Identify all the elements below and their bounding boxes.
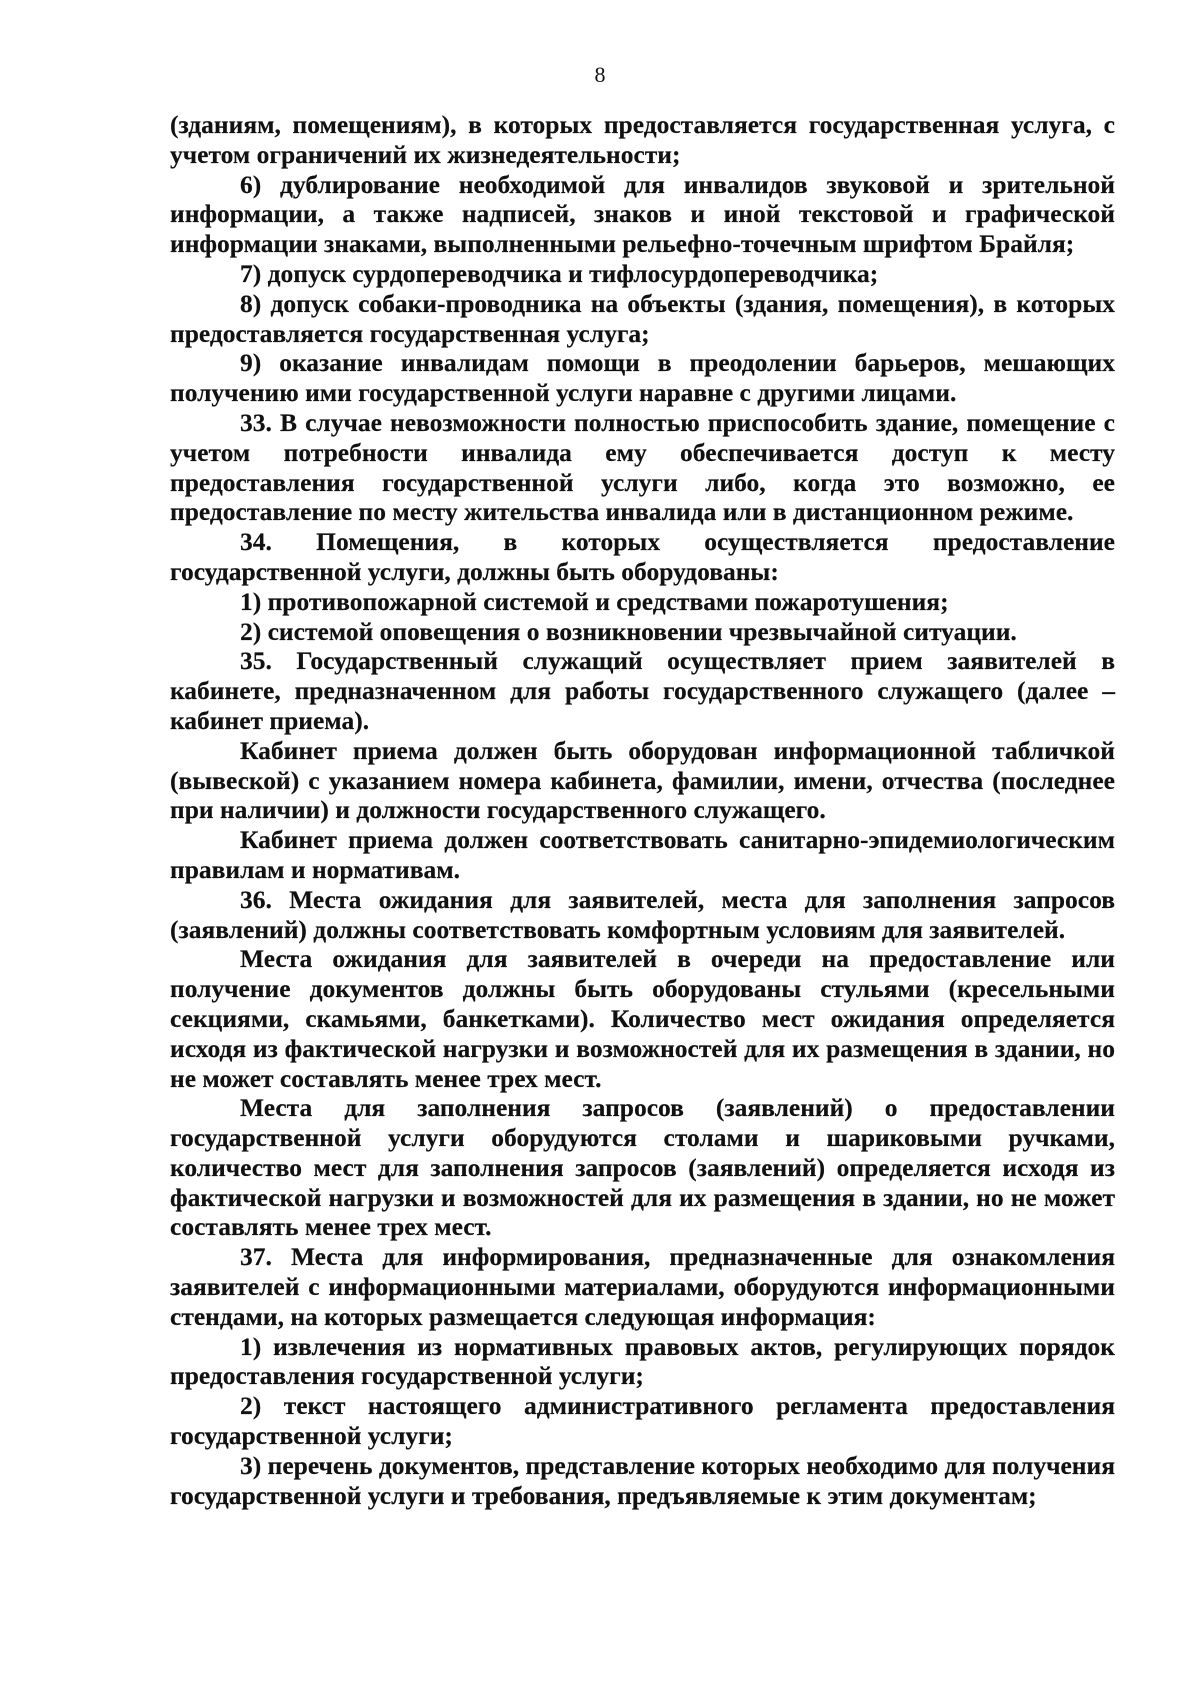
page-number: 8: [594, 62, 606, 87]
paragraph: 1) противопожарной системой и средствами пожаротушения;: [240, 586, 949, 616]
paragraph: 36. Места ожидания для заявителей, места для заполнения запросов (заявлений) должны соответствовать комфортным условиям для заявителей.: [170, 884, 1115, 944]
paragraph: Места для заполнения запросов (заявлений) о предоставлении государственной услуги оборудуются столами и шариковыми ручками, количество мест для заполнения запросов (заявлений) определяется исходя из фактической нагрузки и возможностей для их размещения в здании, но не может составлять менее трех мест.: [170, 1093, 1115, 1242]
paragraph: 3) перечень документов, представление которых необходимо для получения государственной услуги и требования, предъявляемые к этим документам;: [170, 1450, 1115, 1510]
paragraph: Кабинет приема должен быть оборудован информационной табличкой (вывеской) с указанием номера кабинета, фамилии, имени, отчества (последнее при наличии) и должности государственного служащего.: [170, 735, 1115, 825]
paragraph: 2) системой оповещения о возникновении чрезвычайной ситуации.: [240, 616, 1017, 646]
paragraph: 6) дублирование необходимой для инвалидов звуковой и зрительной информации, а также надписей, знаков и иной текстовой и графической информации знаками, выполненными рельефно-точечным шрифтом Брайля;: [170, 169, 1115, 259]
paragraph: 9) оказание инвалидам помощи в преодолении барьеров, мешающих получению ими государственной услуги наравне с другими лицами.: [170, 348, 1115, 408]
paragraph: (зданиям, помещениям), в которых предоставляется государственная услуга, с учетом ограничений их жизнедеятельности;: [170, 110, 1115, 169]
paragraph: 1) извлечения из нормативных правовых актов, регулирующих порядок предоставления государственной услуги;: [170, 1331, 1115, 1391]
paragraph: Кабинет приема должен соответствовать санитарно-эпидемиологическим правилам и нормативам.: [170, 825, 1115, 884]
paragraph: 2) текст настоящего административного регламента предоставления государственной услуги;: [170, 1391, 1115, 1451]
paragraph: 35. Государственный служащий осуществляет прием заявителей в кабинете, предназначенном для работы государственного служащего (далее – кабинет приема).: [170, 646, 1115, 735]
paragraph: 34. Помещения, в которых осуществляется предоставление государственной услуги, должны быть оборудованы:: [170, 527, 1115, 586]
document-body: [170, 110, 1115, 1510]
paragraph: 33. В случае невозможности полностью приспособить здание, помещение с учетом потребности инвалида ему обеспечивается доступ к месту предоставления государственной услуги либо, когда это возможно, ее предоставление по месту жительства инвалида или в дистанционном режиме.: [170, 407, 1115, 527]
paragraph: 8) допуск собаки-проводника на объекты (здания, помещения), в которых предоставляется государственная услуга;: [170, 288, 1115, 348]
paragraph: 37. Места для информирования, предназначенные для ознакомления заявителей с информационными материалами, оборудуются информационными стендами, на которых размещается следующая информация:: [170, 1242, 1115, 1331]
paragraph: Места ожидания для заявителей в очереди на предоставление или получение документов должны быть оборудованы стульями (кресельными секциями, скамьями, банкетками). Количество мест ожидания определяется исходя из фактической нагрузки и возможностей для их размещения в здании, но не может составлять менее трех мест.: [170, 944, 1115, 1093]
paragraph: 7) допуск сурдопереводчика и тифлосурдопереводчика;: [240, 258, 879, 288]
